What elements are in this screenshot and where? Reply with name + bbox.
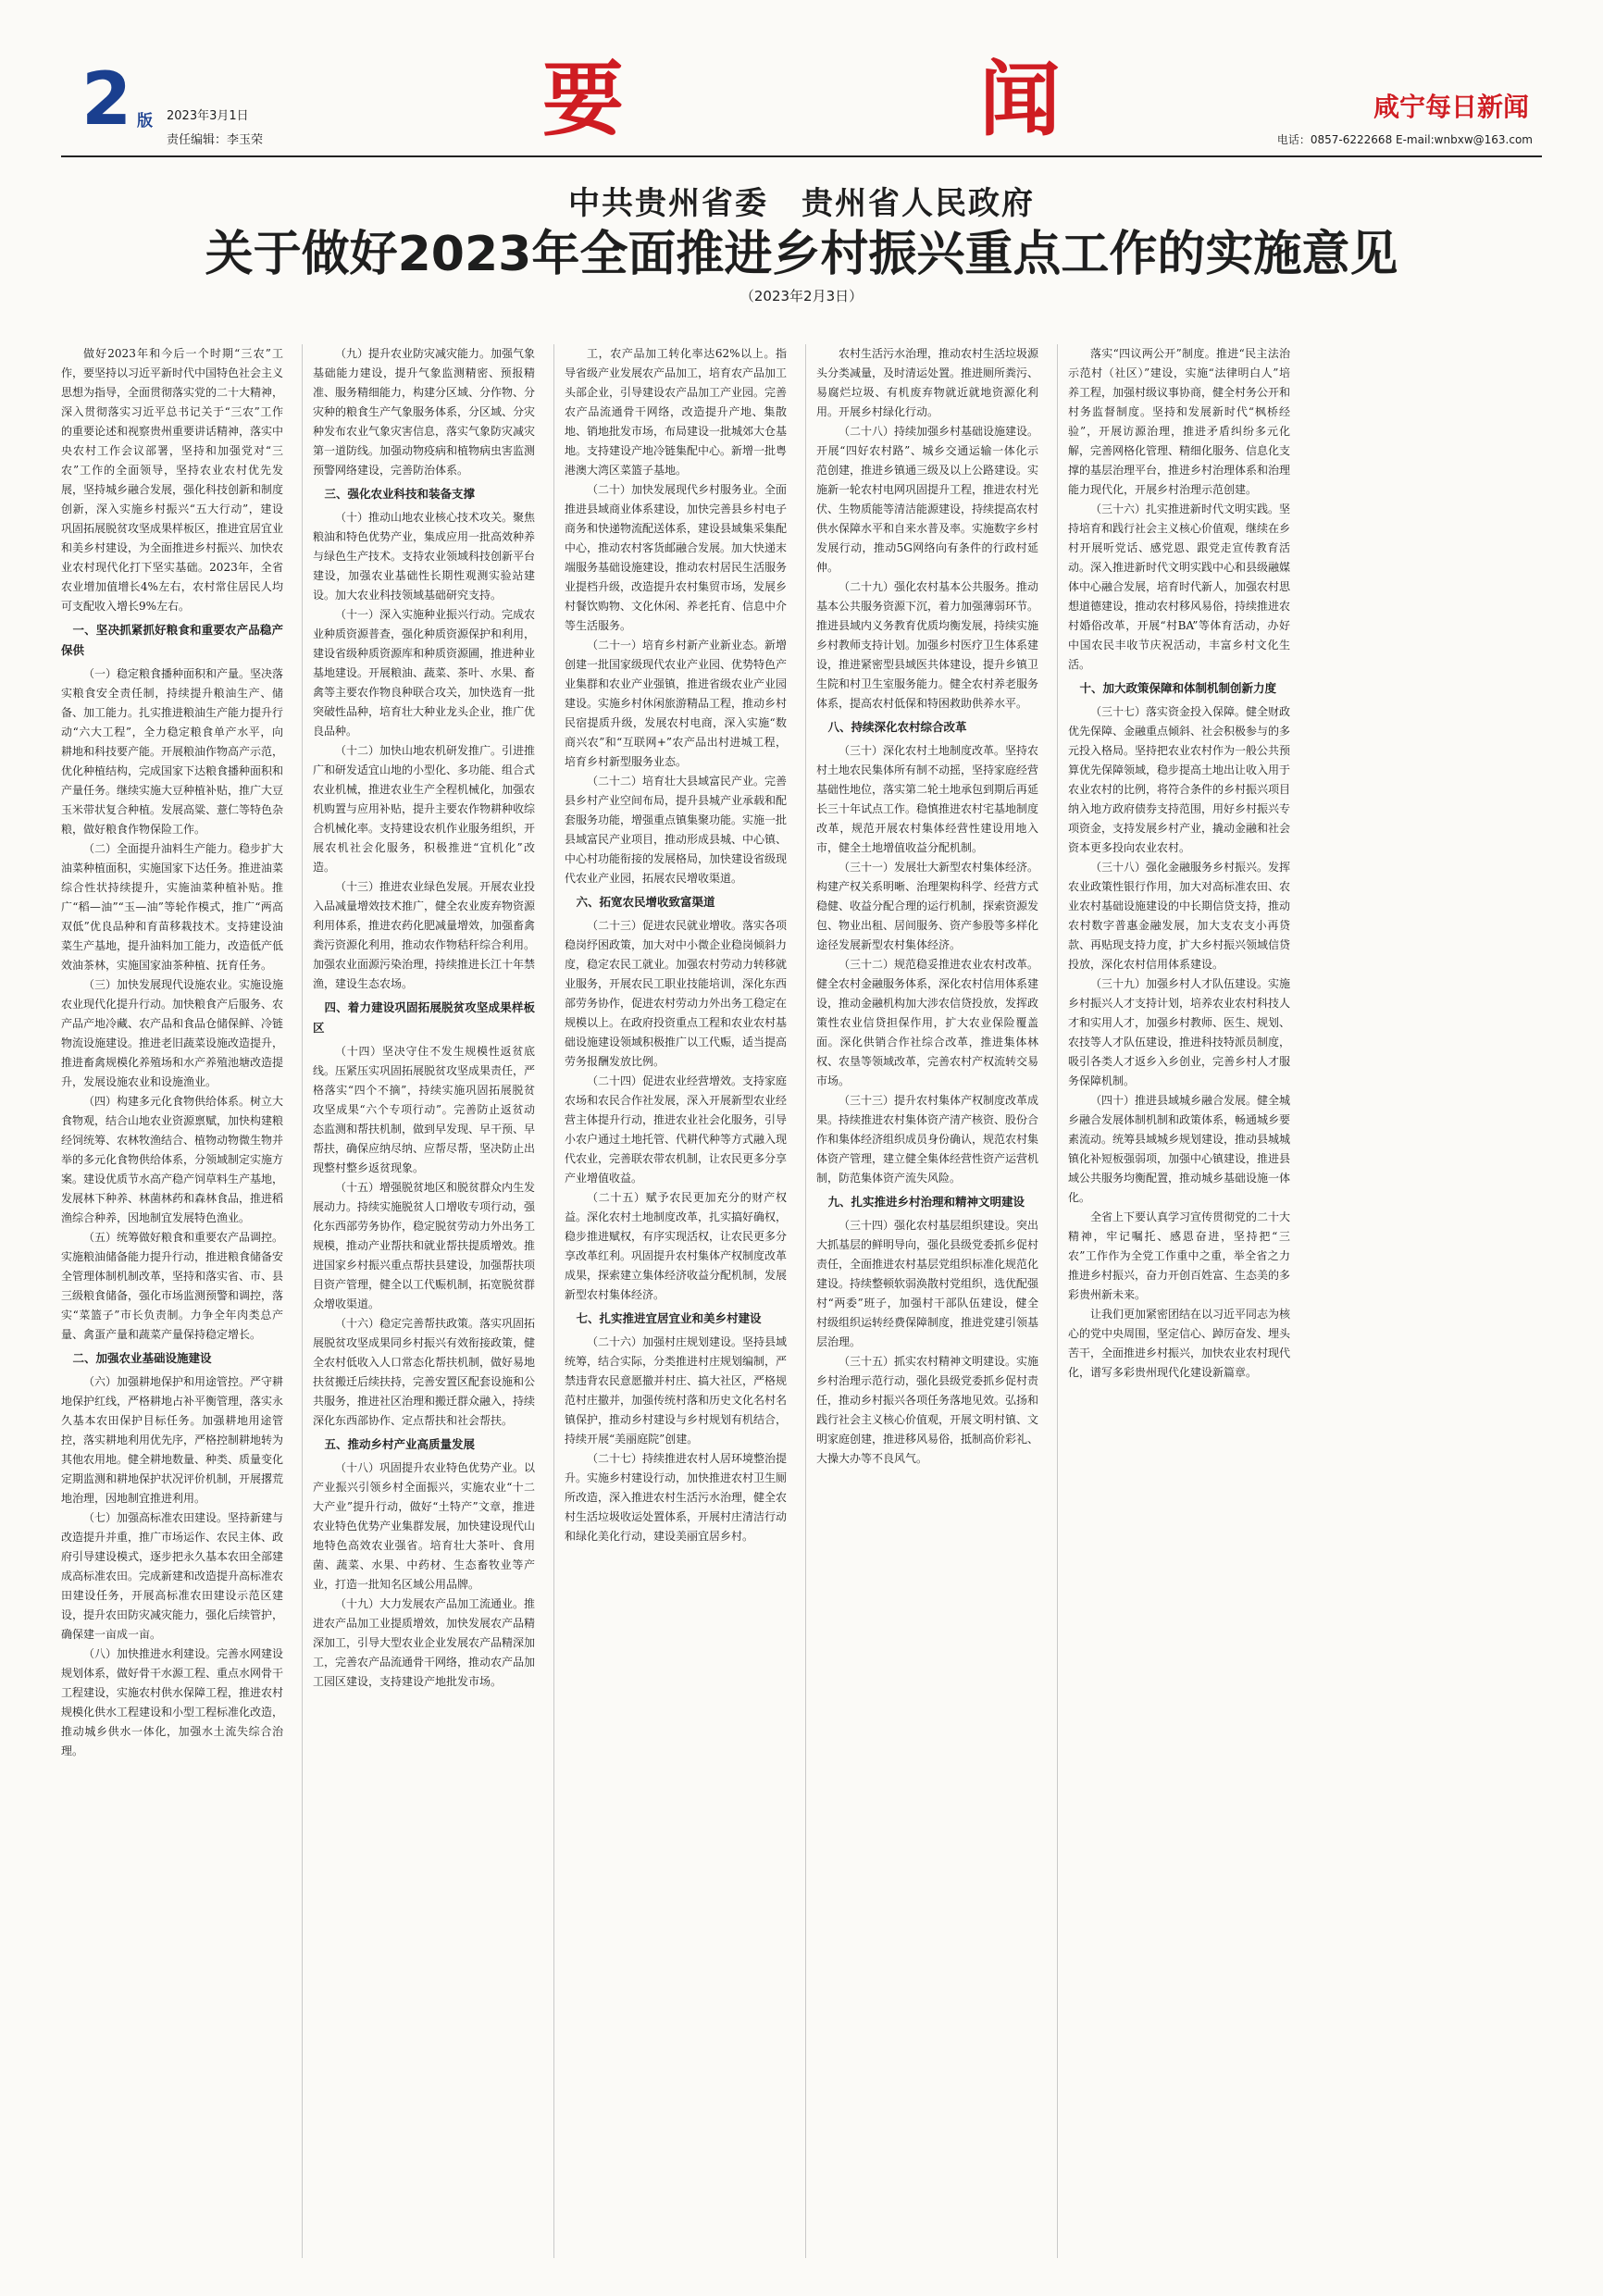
- paragraph: （二十一）培育乡村新产业新业态。新增创建一批国家级现代农业产业园、优势特色产业集群和农业产业强镇，推进省级农业产业园建设。实施乡村休闲旅游精品工程，推动乡村民宿提质升级，发展农村电商，深入实施“数商兴农”和“互联网+”农产品出村进城工程，培育乡村新型服务业态。: [565, 639, 787, 768]
- paragraph: （三十六）扎实推进新时代文明实践。坚持培育和践行社会主义核心价值观，继续在乡村开展听党话、感党恩、跟党走宣传教育活动。深入推进新时代文明实践中心和县级融媒体中心融合发展，培育时代新人，加强农村思想道德建设，推动农村移风易俗，持续推进农村婚俗改革，开展“村BA”等体育活动，办好中国农民丰收节庆祝活动，丰富乡村文化生活。: [1068, 503, 1290, 671]
- column-divider: [805, 344, 806, 2258]
- paragraph: （八）加快推进水利建设。完善水网建设规划体系，做好骨干水源工程、重点水网骨干工程建设，实施农村供水保障工程，推进农村规模化供水工程建设和小型工程标准化改造，推动城乡供水一体化，加强水土流失综合治理。: [61, 1647, 283, 1757]
- document-date: （2023年2月3日）: [739, 288, 864, 304]
- paragraph: （三十三）提升农村集体产权制度改革成果。持续推进农村集体资产清产核资、股份合作和集体经济组织成员身份确认，规范农村集体资产管理，建立健全集体经营性资产运营机制，防范集体资产流失风险。: [816, 1094, 1038, 1185]
- paragraph: 工，农产品加工转化率达62%以上。指导省级产业发展农产品加工，培育农产品加工头部企业，引导建设农产品加工产业园。完善农产品流通骨干网络，改造提升产地、集散地、销地批发市场，布局建设一批城郊大仓基地。支持建设产地冷链集配中心。新增一批粤港澳大湾区菜篮子基地。: [565, 347, 787, 477]
- paragraph: （二十六）加强村庄规划建设。坚持县域统筹，结合实际，分类推进村庄规划编制，严禁违背农民意愿撤并村庄、搞大社区，严格规范村庄撤并，加强传统村落和历史文化名村名镇保护，推动乡村建设与乡村规划有机结合，持续开展“美丽庭院”创建。: [565, 1335, 787, 1446]
- paragraph: （十八）巩固提升农业特色优势产业。以产业振兴引领乡村全面振兴，实施农业“十二大产业”提升行动，做好“土特产”文章，推进农业特色优势产业集群发展，加快建设现代山地特色高效农业强省。培育壮大茶叶、食用菌、蔬菜、水果、中药材、生态畜牧业等产业，打造一批知名区域公用品牌。: [313, 1461, 535, 1591]
- column-divider: [302, 344, 303, 2258]
- paragraph: （四）构建多元化食物供给体系。树立大食物观，结合山地农业资源禀赋，加快构建粮经饲统筹、农林牧渔结合、植物动物微生物并举的多元化食物供给体系，分领域制定实施方案。建设优质节水高产稳产饲草料生产基地，发展林下种养、林菌林药和森林食品，推进稻渔综合种养，因地制宜发展特色渔业。: [61, 1095, 283, 1224]
- page-number: 2: [81, 58, 132, 142]
- paragraph: （十一）深入实施种业振兴行动。完成农业种质资源普查，强化种质资源保护和利用，建设省级种质资源库和种质资源圃，推进种业基地建设。开展粮油、蔬菜、茶叶、水果、畜禽等主要农作物良种联合攻关，加快选育一批突破性品种，培育壮大种业龙头企业，推广优良品种。: [313, 608, 535, 738]
- editor-credit: 责任编辑：李玉荣: [167, 133, 264, 147]
- text-column: [565, 344, 787, 2258]
- column-divider: [1057, 344, 1058, 2258]
- paragraph: （五）统筹做好粮食和重要农产品调控。实施粮油储备能力提升行动，推进粮食储备安全管理体制机制改革，坚持和落实省、市、县三级粮食储备，强化市场监测预警和调控，落实“菜篮子”市长负责制。力争全年肉类总产量、禽蛋产量和蔬菜产量保持稳定增长。: [61, 1231, 283, 1341]
- section-heading: 四、着力建设巩固拓展脱贫攻坚成果样板区: [313, 1000, 535, 1035]
- paragraph: （十二）加快山地农机研发推广。引进推广和研发适宜山地的小型化、多功能、组合式农业机械，推进农业生产全程机械化，加强农机购置与应用补贴，提升主要农作物耕种收综合机械化率。支持建设农机作业服务组织，开展农机社会化服务，积极推进“宜机化”改造。: [313, 744, 535, 874]
- paragraph: （九）提升农业防灾减灾能力。加强气象基础能力建设，提升气象监测精密、预报精准、服务精细能力，构建分区域、分作物、分灾种的粮食生产气象服务体系，分区域、分灾种发布农业气象灾害信息，落实气象防灾减灾第一道防线。加强动物疫病和植物病虫害监测预警网络建设，完善防治体系。: [313, 347, 535, 477]
- paragraph: （十九）大力发展农产品加工流通业。推进农产品加工业提质增效，加快发展农产品精深加工，引导大型农业企业发展农产品精深加工，完善农产品流通骨干网络，推动农产品加工园区建设，支持建设产地批发市场。: [313, 1597, 535, 1688]
- section-heading: 三、强化农业科技和装备支撑: [324, 487, 476, 501]
- paragraph: （二十三）促进农民就业增收。落实各项稳岗纾困政策，加大对中小微企业稳岗倾斜力度，稳定农民工就业。加强农村劳动力转移就业服务，开展农民工职业技能培训，深化东西部劳务协作，促进农村劳动力外出务工稳定在规模以上。在政府投资重点工程和农业农村基础设施建设领域积极推广以工代赈，适当提高劳务报酬发放比例。: [565, 919, 787, 1068]
- section-title-char: 闻: [978, 51, 1061, 147]
- section-heading: 七、扎实推进宜居宜业和美乡村建设: [576, 1311, 762, 1325]
- paragraph: （三十八）强化金融服务乡村振兴。发挥农业政策性银行作用，加大对高标准农田、农业农村基础设施建设的中长期信贷支持，推动农村数字普惠金融发展，加大支农支小再贷款、再贴现支持力度，扩大乡村振兴领域信贷投放，深化农村信用体系建设。: [1068, 861, 1290, 971]
- paragraph: （二十）加快发展现代乡村服务业。全面推进县域商业体系建设，加快完善县乡村电子商务和快递物流配送体系，建设县域集采集配中心，推动农村客货邮融合发展。加大快递末端服务基础设施建设，推动农村居民生活服务业提档升级，改造提升农村集贸市场，发展乡村餐饮购物、文化休闲、养老托育、信息中介等生活服务。: [565, 483, 787, 632]
- text-column: [61, 344, 283, 2258]
- paragraph: （二十二）培育壮大县域富民产业。完善县乡村产业空间布局，提升县城产业承载和配套服务功能，增强重点镇集聚功能。实施一批县域富民产业项目，推动形成县城、中心镇、中心村功能衔接的发展格局，加快建设省级现代农业产业园，拓展农民增收渠道。: [565, 775, 787, 885]
- paragraph: 全省上下要认真学习宣传贯彻党的二十大精神，牢记嘱托、感恩奋进，坚持把“三农”工作作为全党工作重中之重，举全省之力推进乡村振兴，奋力开创百姓富、生态美的多彩贵州新未来。: [1068, 1210, 1290, 1301]
- column-divider: [553, 344, 554, 2258]
- paragraph: （二十九）强化农村基本公共服务。推动基本公共服务资源下沉，着力加强薄弱环节。推进县域内义务教育优质均衡发展，持续实施乡村教师支持计划。加强乡村医疗卫生体系建设，推进紧密型县域医共体建设，提升乡镇卫生院和村卫生室服务能力。健全农村养老服务体系，提高农村低保和特困救助供养水平。: [816, 580, 1038, 710]
- paragraph: （三十五）抓实农村精神文明建设。实施乡村治理示范行动，强化县级党委抓乡促村责任，推动乡村振兴各项任务落地见效。弘扬和践行社会主义核心价值观，开展文明村镇、文明家庭创建，推进移风易俗，抵制高价彩礼、大操大办等不良风气。: [816, 1355, 1038, 1465]
- paragraph: （二十七）持续推进农村人居环境整治提升。实施乡村建设行动，加快推进农村卫生厕所改造，深入推进农村生活污水治理，健全农村生活垃圾收运处置体系，开展村庄清洁行动和绿化美化行动，建设美丽宜居乡村。: [565, 1452, 787, 1543]
- section-heading: 十、加大政策保障和体制机制创新力度: [1079, 681, 1277, 695]
- paragraph: （三十）深化农村土地制度改革。坚持农村土地农民集体所有制不动摇，坚持家庭经营基础性地位，落实第二轮土地承包到期后再延长三十年试点工作。稳慎推进农村宅基地制度改革，规范开展农村集体经营性建设用地入市，健全土地增值收益分配机制。: [816, 744, 1038, 854]
- paragraph: （七）加强高标准农田建设。坚持新建与改造提升并重，推广市场运作、农民主体、政府引导建设模式，逐步把永久基本农田全部建成高标准农田。完成新建和改造提升高标准农田建设任务，开展高标准农田建设示范区建设，提升农田防灾减灾能力，强化后续管护，确保建一亩成一亩。: [61, 1511, 283, 1641]
- paragraph: （六）加强耕地保护和用途管控。严守耕地保护红线，严格耕地占补平衡管理，落实永久基本农田保护目标任务。加强耕地用途管控，落实耕地利用优先序，严格控制耕地转为其他农用地。健全耕地数量、种类、质量变化定期监测和耕地保护状况评价机制，开展撂荒地治理，因地制宜推进利用。: [61, 1375, 283, 1505]
- text-column: [1068, 344, 1290, 2258]
- article-headline: 关于做好2023年全面推进乡村振兴重点工作的实施意见: [205, 227, 1398, 282]
- masthead: [61, 51, 1542, 152]
- paragraph: （十）推动山地农业核心技术攻关。聚焦粮油和特色优势产业，集成应用一批高效种养与绿色生产技术。支持农业领域科技创新平台建设，加强农业基础性长期性观测实验站建设。加大农业科技领域基础研究支持。: [313, 511, 535, 602]
- paragraph: （四十）推进县域城乡融合发展。健全城乡融合发展体制机制和政策体系，畅通城乡要素流动。统筹县域城乡规划建设，推动县城城镇化补短板强弱项，加强中心镇建设，推进县域公共服务均衡配置，推动城乡基础设施一体化。: [1068, 1094, 1290, 1204]
- paragraph: 让我们更加紧密团结在以习近平同志为核心的党中央周围，坚定信心、踔厉奋发、埋头苦干，全面推进乡村振兴，加快农业农村现代化，谱写多彩贵州现代化建设新篇章。: [1068, 1308, 1290, 1379]
- paragraph: （三十九）加强乡村人才队伍建设。实施乡村振兴人才支持计划，培养农业农村科技人才和实用人才，加强乡村教师、医生、规划、农技等人才队伍建设，推进科技特派员制度，吸引各类人才返乡入乡创业，完善乡村人才服务保障机制。: [1068, 977, 1290, 1087]
- paragraph: （二）全面提升油料生产能力。稳步扩大油菜种植面积，实施国家下达任务。推进油菜综合性状持续提升，实施油菜种植补贴。推广“稻—油”“玉—油”等轮作模式，推广“两高双低”优良品种和育苗移栽技术。支持建设油菜生产基地，提升油料加工能力，改造低产低效油茶林，实施国家油茶种植、抚育任务。: [61, 842, 283, 972]
- paragraph: （二十八）持续加强乡村基础设施建设。开展“四好农村路”、城乡交通运输一体化示范创建，推进乡镇通三级及以上公路建设。实施新一轮农村电网巩固提升工程，推进农村光伏、生物质能等清洁能源建设，持续提高农村供水保障水平和自来水普及率。实施数字乡村发展行动，推动5G网络向有条件的行政村延伸。: [816, 425, 1038, 574]
- section-title-char: 要: [542, 51, 625, 147]
- text-column: [816, 344, 1038, 2258]
- paragraph: （三十二）规范稳妥推进农业农村改革。健全农村金融服务体系，深化农村信用体系建设，推动金融机构加大涉农信贷投放，发挥政策性农业信贷担保作用，扩大农业保险覆盖面。深化供销合作社综合改革，推进集体林权、农垦等领域改革，完善农村产权流转交易市场。: [816, 958, 1038, 1087]
- paragraph: （十四）坚决守住不发生规模性返贫底线。压紧压实巩固拓展脱贫攻坚成果责任，严格落实“四个不摘”，持续实施巩固拓展脱贫攻坚成果“六个专项行动”。完善防止返贫动态监测和帮扶机制，做到早发现、早干预、早帮扶，确保应纳尽纳、应帮尽帮，坚决防止出现整村整乡返贫现象。: [313, 1045, 535, 1174]
- contact-info: 电话：0857-6222668 E-mail:wnbxw@163.com: [1276, 133, 1533, 146]
- paragraph: （一）稳定粮食播种面积和产量。坚决落实粮食安全责任制，持续提升粮油生产、储备、加工能力。扎实推进粮油生产能力提升行动“六大工程”，全力稳定粮食单产水平，向耕地和科技要产能。开展粮油作物高产示范，优化种植结构，完成国家下达粮食播种面积和产量任务。继续实施大豆种植补贴，推广大豆玉米带状复合种植。发展高粱、薏仁等特色杂粮，做好粮食作物保险工作。: [61, 667, 283, 836]
- header-divider: [61, 155, 1542, 157]
- newspaper-name: 咸宁每日新闻: [1373, 92, 1529, 122]
- paragraph: 做好2023年和今后一个时期“三农”工作，要坚持以习近平新时代中国特色社会主义思想为指导，全面贯彻落实党的二十大精神，深入贯彻落实习近平总书记关于“三农”工作的重要论述和视察贵州重要讲话精神，落实中央农村工作会议部署，坚持和加强党对“三农”工作的全面领导，坚持农业农村优先发展，坚持城乡融合发展，强化科技创新和制度创新，深入实施乡村振兴“五大行动”，建设巩固拓展脱贫攻坚成果样板区，推进宜居宜业和美乡村建设，为全面推进乡村振兴、加快农业农村现代化打下坚实基础。2023年，全省农业增加值增长4%左右，农村常住居民人均可支配收入增长9%左右。: [61, 347, 283, 613]
- headline-block: [61, 183, 1542, 313]
- section-heading: 二、加强农业基础设施建设: [72, 1351, 212, 1365]
- section-title: [542, 51, 1061, 147]
- section-heading: 六、拓宽农民增收致富渠道: [576, 895, 715, 909]
- paragraph: （十五）增强脱贫地区和脱贫群众内生发展动力。持续实施脱贫人口增收专项行动，强化东西部劳务协作，稳定脱贫劳动力外出务工规模，推动产业帮扶和就业帮扶提质增效。推进国家乡村振兴重点帮扶县建设，加强帮扶项目资产管理，健全以工代赈机制，拓宽脱贫群众增收渠道。: [313, 1181, 535, 1310]
- issue-date: 2023年3月1日: [167, 109, 249, 123]
- paragraph: （二十四）促进农业经营增效。支持家庭农场和农民合作社发展，深入开展新型农业经营主体提升行动，推进农业社会化服务，引导小农户通过土地托管、代耕代种等方式融入现代农业，完善联农带农机制，让农民更多分享产业增值收益。: [565, 1074, 787, 1185]
- text-column: [313, 344, 535, 2258]
- paragraph: （三十四）强化农村基层组织建设。突出大抓基层的鲜明导向，强化县级党委抓乡促村责任，全面推进农村基层党组织标准化规范化建设。持续整顿软弱涣散村党组织，选优配强村“两委”班子，加强村干部队伍建设，健全村级组织运转经费保障制度，推进党建引领基层治理。: [816, 1219, 1038, 1348]
- article-body: [61, 344, 1542, 2258]
- section-heading: 一、坚决抓紧抓好粮食和重要农产品稳产保供: [61, 623, 283, 657]
- paragraph: （三十一）发展壮大新型农村集体经济。构建产权关系明晰、治理架构科学、经营方式稳健、收益分配合理的运行机制，探索资源发包、物业出租、居间服务、资产参股等多样化途径发展新型农村集体经济。: [816, 861, 1038, 951]
- paragraph: （二十五）赋予农民更加充分的财产权益。深化农村土地制度改革，扎实搞好确权，稳步推进赋权，有序实现活权，让农民更多分享改革红利。巩固提升农村集体产权制度改革成果，探索建立集体经济收益分配机制，发展新型农村集体经济。: [565, 1191, 787, 1301]
- paragraph: 落实“四议两公开”制度。推进“民主法治示范村（社区）”建设，实施“法律明白人”培养工程，加强村级议事协商，健全村务公开和村务监督制度。坚持和发展新时代“枫桥经验”，开展访源治理，推进矛盾纠纷多元化解，完善网格化管理、精细化服务、信息化支撑的基层治理平台，推进乡村治理体系和治理能力现代化，开展乡村治理示范创建。: [1068, 347, 1290, 496]
- issuing-authority: 中共贵州省委 贵州省人民政府: [568, 185, 1035, 222]
- section-heading: 八、持续深化农村综合改革: [827, 720, 967, 734]
- paragraph: （十六）稳定完善帮扶政策。落实巩固拓展脱贫攻坚成果同乡村振兴有效衔接政策，健全农村低收入人口常态化帮扶机制，做好易地扶贫搬迁后续扶持，完善安置区配套设施和公共服务，推进社区治理和搬迁群众融入，持续深化东西部协作、定点帮扶和社会帮扶。: [313, 1317, 535, 1427]
- section-heading: 五、推动乡村产业高质量发展: [324, 1437, 476, 1451]
- paragraph: 农村生活污水治理，推动农村生活垃圾源头分类减量，及时清运处置。推进厕所粪污、易腐烂垃圾、有机废弃物就近就地资源化利用。开展乡村绿化行动。: [816, 347, 1038, 418]
- paragraph: （三十七）落实资金投入保障。健全财政优先保障、金融重点倾斜、社会积极参与的多元投入格局。坚持把农业农村作为一般公共预算优先保障领域，稳步提高土地出让收入用于农业农村的比例，将符合条件的乡村振兴项目纳入地方政府债券支持范围，用好乡村振兴专项资金，支持发展乡村产业，撬动金融和社会资本更多投向农业农村。: [1068, 705, 1290, 854]
- paragraph: （三）加快发展现代设施农业。实施设施农业现代化提升行动。加快粮食产后服务、农产品产地冷藏、农产品和食品仓储保鲜、冷链物流设施建设。推进老旧蔬菜设施改造提升，推进畜禽规模化养殖场和水产养殖池塘改造提升，发展设施农业和设施渔业。: [61, 978, 283, 1088]
- paragraph: （十三）推进农业绿色发展。开展农业投入品减量增效技术推广，健全农业废弃物资源利用体系，推进农药化肥减量增效，加强畜禽粪污资源化利用，推动农作物秸秆综合利用。加强农业面源污染治理，持续推进长江十年禁渔，建设生态农场。: [313, 880, 535, 990]
- page-unit-label: 版: [137, 112, 153, 130]
- section-heading: 九、扎实推进乡村治理和精神文明建设: [827, 1195, 1025, 1209]
